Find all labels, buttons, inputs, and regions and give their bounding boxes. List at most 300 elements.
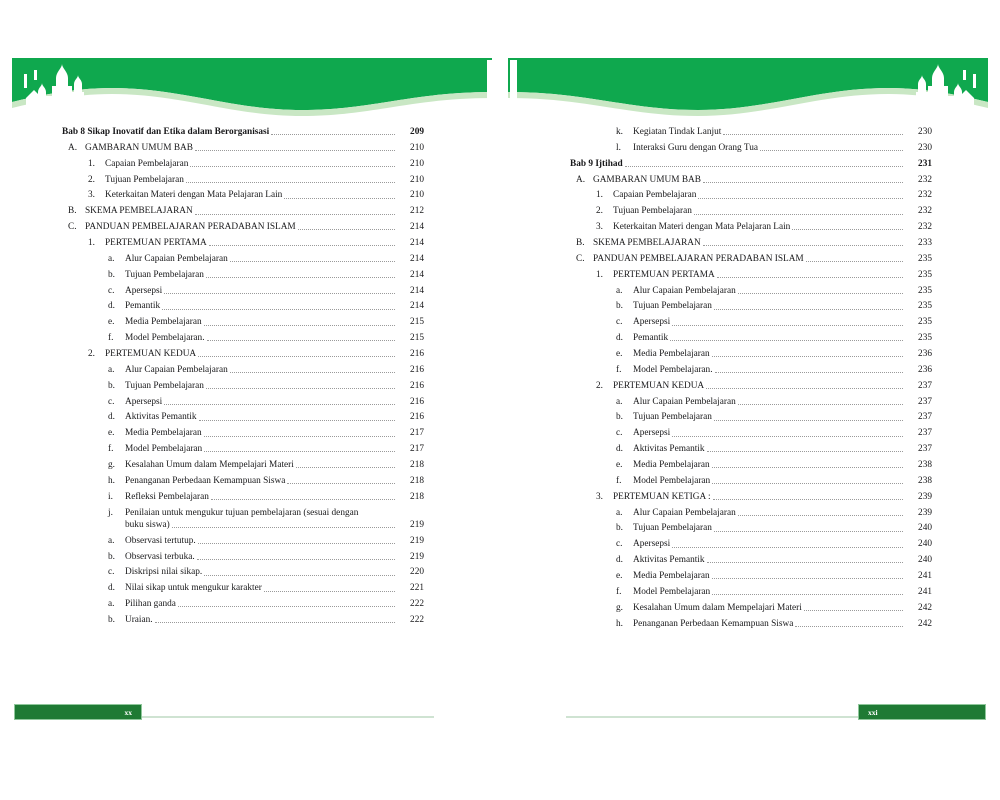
toc-page-number: 237 [918,444,932,455]
toc-entry[interactable] [62,551,424,563]
toc-entry-marker: b. [108,615,115,626]
toc-page-number: 237 [918,412,932,423]
dot-leader [271,133,395,135]
toc-entry[interactable] [62,475,424,487]
toc-entry-label: Apersepsi [125,396,163,407]
toc-entry[interactable] [62,598,424,610]
dot-leader [298,228,395,230]
toc-page-number: 214 [410,222,424,233]
toc-entry-label: PANDUAN PEMBELAJARAN PERADABAN ISLAM [593,253,804,264]
footer-right [566,704,986,722]
toc-entry[interactable] [570,348,932,360]
toc-entry-marker: c. [616,317,623,328]
toc-entry[interactable] [570,411,932,423]
toc-entry-label: Kesalahan Umum dalam Mempelajari Materi [633,602,802,613]
toc-entry-label: Model Pembelajaran [633,475,711,486]
toc-entry[interactable] [570,316,932,328]
toc-entry-label: Apersepsi [633,317,671,328]
toc-entry-label: Alur Capaian Pembelajaran [633,285,736,296]
dot-leader [703,181,903,183]
toc-entry-label: Penilaian untuk mengukur tujuan pembelajaran (sesuai dengan [125,507,359,518]
toc-page-number: 221 [410,583,424,594]
toc-entry-marker: f. [616,364,622,375]
toc-entry-label: Kesalahan Umum dalam Mempelajari Materi [125,460,294,471]
dot-leader [209,244,395,246]
toc-entry[interactable] [570,459,932,471]
toc-entry-label: Interaksi Guru dengan Orang Tua [633,142,758,153]
toc-entry[interactable] [62,411,424,423]
dot-leader [198,542,395,544]
toc-entry[interactable] [570,221,932,233]
toc-entry[interactable] [62,126,424,138]
toc-entry-label: Capaian Pembelajaran [613,190,697,201]
toc-entry[interactable] [62,535,424,547]
toc-page-number: 217 [410,444,424,455]
dot-leader [197,558,395,560]
toc-entry-label: Uraian. [125,615,153,626]
toc-entry[interactable] [570,554,932,566]
toc-page-number: 240 [918,523,932,534]
toc-entry-label: PERTEMUAN KETIGA : [613,491,711,502]
toc-page-number: 235 [918,301,932,312]
toc-entry-label: Alur Capaian Pembelajaran [633,507,736,518]
toc-entry-label: GAMBARAN UMUM BAB [593,174,701,185]
toc-entry-marker: 1. [596,269,603,280]
dot-leader [694,213,903,215]
toc-entry[interactable] [570,126,932,138]
toc-page-number: 216 [410,412,424,423]
dot-leader [738,292,903,294]
banner-graphic [508,58,988,120]
dot-leader [672,546,903,548]
toc-entry-marker: c. [108,285,115,296]
toc-entry[interactable] [62,316,424,328]
dot-leader [712,482,903,484]
toc-page-number: 235 [918,285,932,296]
dot-leader [172,526,395,528]
toc-entry-label: Penanganan Perbedaan Kemampuan Siswa [125,475,286,486]
toc-entry[interactable] [570,618,932,630]
toc-page-number: 214 [410,285,424,296]
toc-entry[interactable] [570,158,932,170]
toc-entry[interactable] [62,205,424,217]
toc-entry-marker: b. [108,380,115,391]
toc-entry-marker: g. [108,460,115,471]
dot-leader [204,435,395,437]
toc-entry[interactable] [570,586,932,598]
toc-page-number: 219 [410,519,424,530]
dot-leader [707,450,903,452]
toc-page-number: 235 [918,253,932,264]
toc-page-number: 239 [918,491,932,502]
toc-entry[interactable] [62,566,424,578]
toc-entry-label-continued: buku siswa) [125,519,170,530]
toc-entry-label: Alur Capaian Pembelajaran [633,396,736,407]
toc-page-number: 210 [410,190,424,201]
dot-leader [207,339,395,341]
toc-entry[interactable] [570,332,932,344]
toc-entry-marker: b. [108,551,115,562]
toc-entry-label: Aktivitas Pemantik [633,444,705,455]
toc-entry[interactable] [570,570,932,582]
dot-leader [204,324,395,326]
toc-entry-label: PERTEMUAN PERTAMA [105,238,207,249]
header-banner-right [508,58,988,120]
toc-entry-label: PANDUAN PEMBELAJARAN PERADABAN ISLAM [85,222,296,233]
toc-entry-marker: a. [108,364,115,375]
toc-entry-marker: 2. [88,174,95,185]
dot-leader [211,498,395,500]
toc-list-left [62,126,424,630]
page-right [500,0,1000,800]
dot-leader [717,276,903,278]
toc-entry[interactable] [570,174,932,186]
toc-entry-marker: h. [616,618,623,629]
toc-page-number: 217 [410,428,424,439]
toc-page-number: 240 [918,555,932,566]
toc-entry-label: Penanganan Perbedaan Kemampuan Siswa [633,618,794,629]
toc-entry[interactable] [62,174,424,186]
dot-leader [707,561,903,563]
toc-entry-marker: A. [576,174,586,185]
dot-leader [204,574,395,576]
toc-entry-label: GAMBARAN UMUM BAB [85,142,193,153]
banner-graphic [12,58,492,120]
dot-leader [625,165,903,167]
toc-entry-label: Tujuan Pembelajaran [125,269,204,280]
toc-entry[interactable] [570,205,932,217]
toc-page-number: 241 [918,571,932,582]
toc-entry[interactable] [570,253,932,265]
toc-entry[interactable] [62,507,424,532]
toc-entry-marker: a. [108,599,115,610]
toc-entry[interactable] [570,380,932,392]
toc-entry[interactable] [570,285,932,297]
toc-page-number: 238 [918,475,932,486]
toc-page-number: 241 [918,586,932,597]
toc-entry-marker: e. [616,460,623,471]
toc-page-number: 214 [410,269,424,280]
toc-entry-marker: 2. [596,206,603,217]
toc-entry[interactable] [62,285,424,297]
toc-entry-marker: b. [616,412,623,423]
dot-leader [738,514,903,516]
footer-left [14,704,434,722]
toc-entry-marker: f. [616,586,622,597]
dot-leader [199,419,395,421]
toc-entry-marker: 2. [596,380,603,391]
toc-entry-label: SKEMA PEMBELAJARAN [593,238,701,249]
toc-entry-marker: a. [616,507,623,518]
toc-entry-label: Alur Capaian Pembelajaran [125,364,228,375]
toc-entry-label: Observasi tertutup. [125,535,196,546]
toc-page-number: 219 [410,551,424,562]
toc-entry-marker: e. [108,428,115,439]
toc-page-number: 242 [918,602,932,613]
dot-leader [670,339,903,341]
toc-entry[interactable] [570,237,932,249]
toc-entry-label: Apersepsi [125,285,163,296]
toc-entry-marker: a. [616,285,623,296]
toc-entry-marker: B. [68,206,77,217]
page-number-badge-right: xxi [858,704,986,720]
toc-entry[interactable] [62,269,424,281]
toc-entry-marker: d. [108,301,115,312]
toc-entry-label: Media Pembelajaran [633,460,710,471]
toc-entry-label: Keterkaitan Materi dengan Mata Pelajaran Lain [613,222,791,233]
toc-entry-label: Aktivitas Pemantik [125,412,197,423]
toc-page-number: 209 [410,127,424,137]
toc-entry-marker: b. [108,269,115,280]
dot-leader [198,355,395,357]
toc-page-number: 222 [410,599,424,610]
dot-leader [206,276,395,278]
toc-entry-marker: b. [616,523,623,534]
toc-entry-label: Model Pembelajaran [633,586,711,597]
toc-page-number: 235 [918,269,932,280]
dot-leader [806,260,903,262]
toc-entry-marker: c. [108,396,115,407]
toc-page-number: 237 [918,396,932,407]
toc-entry-label: Media Pembelajaran [125,428,202,439]
toc-entry[interactable] [62,396,424,408]
toc-entry-marker: a. [108,535,115,546]
toc-page-number: 230 [918,127,932,137]
toc-entry-marker: C. [68,222,77,233]
toc-entry-marker: A. [68,142,78,153]
toc-entry[interactable] [62,237,424,249]
toc-entry[interactable] [570,300,932,312]
toc-entry-label: Media Pembelajaran [633,571,710,582]
toc-entry-marker: 3. [596,222,603,233]
toc-entry[interactable] [62,142,424,154]
toc-entry-marker: e. [616,349,623,360]
toc-page-number: 220 [410,567,424,578]
dot-leader [714,308,903,310]
toc-entry[interactable] [62,189,424,201]
toc-page-number: 235 [918,317,932,328]
toc-entry[interactable] [62,491,424,503]
toc-page-number: 215 [410,333,424,344]
dot-leader [712,577,903,579]
dot-leader [672,324,903,326]
toc-page-number: 233 [918,238,932,249]
toc-entry[interactable] [62,443,424,455]
toc-entry-label: Tujuan Pembelajaran [613,206,692,217]
toc-entry[interactable] [62,332,424,344]
toc-page-number: 216 [410,380,424,391]
toc-entry-marker: a. [616,396,623,407]
toc-page-number: 242 [918,618,932,629]
dot-leader [715,371,903,373]
toc-entry-label: PERTEMUAN KEDUA [613,380,705,391]
toc-entry[interactable] [62,221,424,233]
spine-gutter-right [510,60,517,108]
dot-leader [712,466,903,468]
toc-page-number: 239 [918,507,932,518]
dot-leader [230,371,395,373]
toc-entry[interactable] [570,364,932,376]
toc-page-number: 210 [410,174,424,185]
toc-page-number: 212 [410,206,424,217]
toc-page-number: 218 [410,475,424,486]
toc-page-number: 215 [410,317,424,328]
toc-entry-marker: h. [108,475,115,486]
dot-leader [195,213,395,215]
toc-page-number: 232 [918,206,932,217]
toc-entry-label: PERTEMUAN KEDUA [105,349,197,360]
toc-page-number: 232 [918,174,932,185]
toc-entry[interactable] [62,380,424,392]
toc-entry-marker: 2. [88,349,95,360]
toc-entry[interactable] [570,538,932,550]
toc-entry-marker: 3. [88,190,95,201]
toc-entry-marker: 1. [596,190,603,201]
toc-page-number: 222 [410,615,424,626]
toc-page-number: 232 [918,190,932,201]
dot-leader [760,149,903,151]
page-number-badge-left: xx [14,704,142,720]
toc-page-number: 214 [410,238,424,249]
toc-page-number: 240 [918,539,932,550]
toc-entry[interactable] [570,475,932,487]
toc-entry-label: Nilai sikap untuk mengukur karakter [125,583,262,594]
toc-entry-label: Capaian Pembelajaran [105,158,189,169]
toc-entry-marker: B. [576,238,585,249]
toc-entry-marker: c. [616,539,623,550]
toc-entry-marker: a. [108,253,115,264]
toc-entry-label: Pemantik [125,301,161,312]
toc-entry[interactable] [570,427,932,439]
toc-entry-label: Tujuan Pembelajaran [105,174,184,185]
dot-leader [712,355,903,357]
dot-leader [698,197,903,199]
toc-page-number: 216 [410,364,424,375]
toc-entry[interactable] [62,364,424,376]
toc-entry-label: Media Pembelajaran [125,317,202,328]
dot-leader [738,403,903,405]
toc-entry-marker: i. [108,491,113,502]
dot-leader [723,133,903,135]
toc-page-number: 230 [918,142,932,153]
toc-entry-label: Bab 9 Ijtihad [570,158,623,169]
toc-entry[interactable] [570,507,932,519]
toc-entry-label: Media Pembelajaran [633,349,710,360]
toc-entry[interactable] [570,142,932,154]
toc-page-number: 214 [410,301,424,312]
toc-entry-marker: b. [616,301,623,312]
dot-leader [804,609,903,611]
toc-entry-label: Model Pembelajaran. [633,364,713,375]
toc-entry[interactable] [570,491,932,503]
toc-page-number: 236 [918,349,932,360]
toc-entry-label: Tujuan Pembelajaran [633,412,712,423]
toc-entry-label: Kegiatan Tindak Lanjut [633,127,722,137]
toc-entry[interactable] [570,269,932,281]
dot-leader [230,260,395,262]
toc-entry[interactable] [570,189,932,201]
toc-entry[interactable] [62,348,424,360]
toc-entry-marker: 1. [88,158,95,169]
toc-page-number: 210 [410,142,424,153]
toc-entry[interactable] [570,443,932,455]
toc-page-number: 231 [918,158,932,169]
toc-entry[interactable] [62,253,424,265]
toc-entry-marker: d. [616,444,623,455]
toc-entry[interactable] [62,158,424,170]
toc-entry-marker: e. [616,571,623,582]
toc-entry[interactable] [62,300,424,312]
toc-entry-label: Alur Capaian Pembelajaran [125,253,228,264]
dot-leader [792,228,903,230]
dot-leader [706,387,903,389]
dot-leader [703,244,903,246]
dot-leader [164,292,395,294]
toc-entry[interactable] [62,614,424,626]
toc-entry-label: Refleksi Pembelajaran [125,491,209,502]
toc-entry-label: Diskripsi nilai sikap. [125,567,203,578]
dot-leader [714,530,903,532]
toc-entry-label: Keterkaitan Materi dengan Mata Pelajaran Lain [105,190,283,201]
toc-page-number: 235 [918,333,932,344]
dot-leader [195,149,395,151]
toc-entry-marker: c. [108,567,115,578]
toc-entry-marker: e. [108,317,115,328]
toc-page-number: 236 [918,364,932,375]
toc-page-number: 238 [918,460,932,471]
toc-entry-marker: C. [576,253,585,264]
dot-leader [190,165,395,167]
toc-entry-marker: d. [616,555,623,566]
dot-leader [204,450,395,452]
dot-leader [712,593,903,595]
toc-page-number: 237 [918,428,932,439]
toc-page-number: 219 [410,535,424,546]
toc-entry-label: Pilihan ganda [125,599,176,610]
toc-entry-marker: 1. [88,238,95,249]
toc-entry-marker: f. [108,333,114,344]
toc-entry-marker: j. [108,507,113,518]
toc-page-number: 218 [410,460,424,471]
toc-entry-label: Observasi terbuka. [125,551,195,562]
toc-list-right [570,126,932,634]
toc-entry-marker: d. [616,333,623,344]
toc-entry-label: Bab 8 Sikap Inovatif dan Etika dalam Berorganisasi [62,127,270,137]
toc-entry-label: Pemantik [633,333,669,344]
toc-entry-label: Apersepsi [633,539,671,550]
toc-entry-label: Model Pembelajaran. [125,333,205,344]
dot-leader [672,435,903,437]
spine-gutter-left [487,60,494,108]
dot-leader [287,482,395,484]
toc-page-number: 216 [410,396,424,407]
toc-entry-label: Tujuan Pembelajaran [125,380,204,391]
toc-entry[interactable] [62,459,424,471]
toc-entry[interactable] [570,602,932,614]
toc-entry-label: Apersepsi [633,428,671,439]
toc-page-number: 210 [410,158,424,169]
toc-entry[interactable] [62,582,424,594]
toc-page-number: 237 [918,380,932,391]
dot-leader [795,625,903,627]
dot-leader [713,498,903,500]
toc-entry[interactable] [570,522,932,534]
toc-entry[interactable] [62,427,424,439]
toc-entry[interactable] [570,396,932,408]
toc-entry-marker: f. [616,475,622,486]
header-banner-left [12,58,492,120]
dot-leader [162,308,395,310]
